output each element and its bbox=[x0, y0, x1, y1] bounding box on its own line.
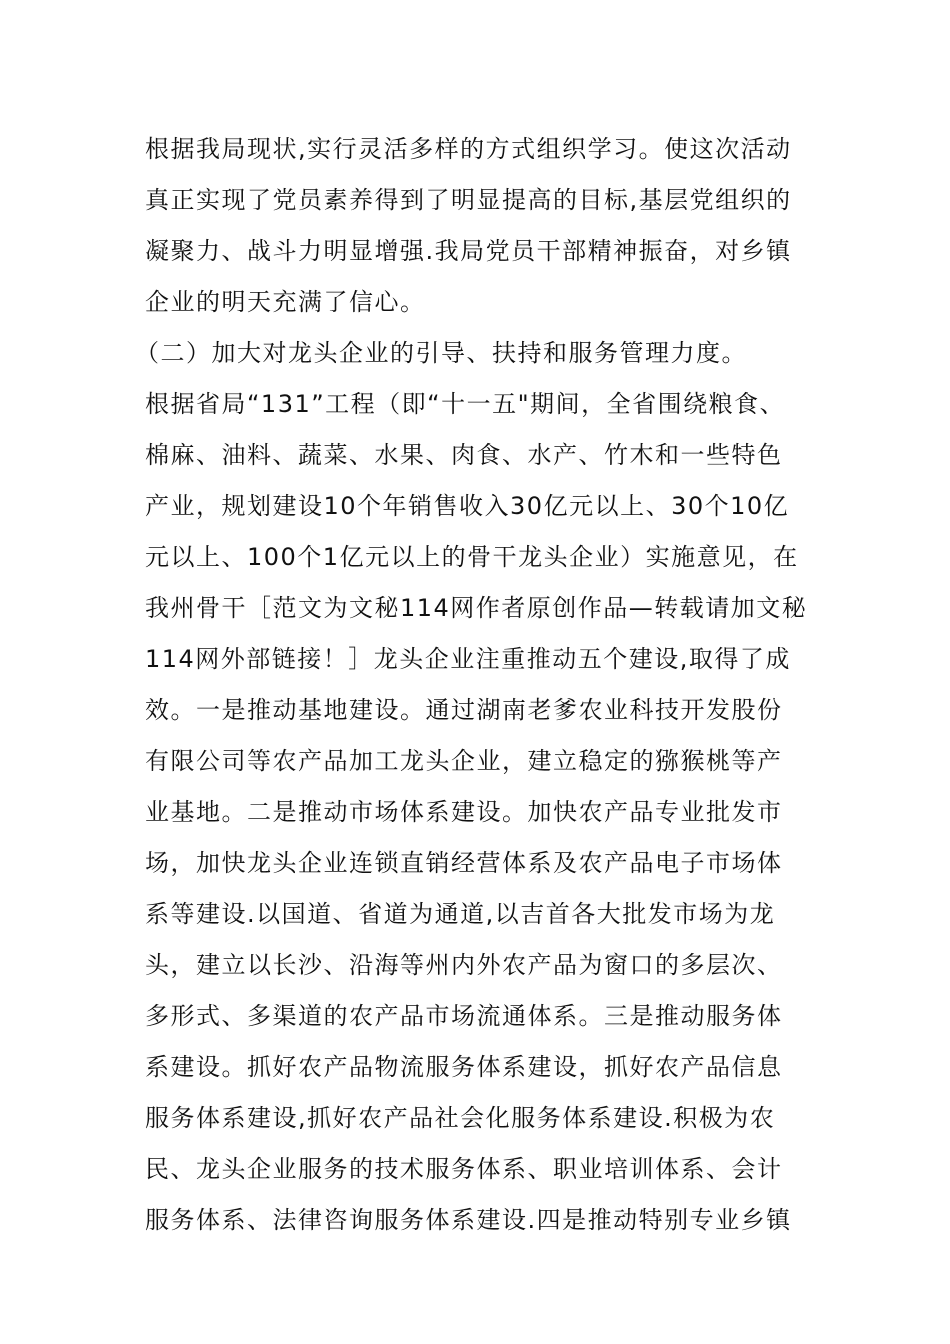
text-line: 效。一是推动基地建设。通过湖南老爹农业科技开发股份 bbox=[145, 696, 783, 724]
text-line: 业基地。二是推动市场体系建设。加快农产品专业批发市 bbox=[145, 798, 783, 826]
text-line: 系建设。抓好农产品物流服务体系建设，抓好农产品信息 bbox=[145, 1053, 783, 1081]
text-line: 元以上、100个1亿元以上的骨干龙头企业）实施意见，在 bbox=[145, 543, 799, 571]
text-line: 真正实现了党员素养得到了明显提高的目标,基层党组织的 bbox=[145, 186, 792, 214]
body-text bbox=[135, 124, 825, 1246]
text-line: 棉麻、油料、蔬菜、水果、肉食、水产、竹木和一些特色 bbox=[145, 441, 783, 469]
text-line: 多形式、多渠道的农产品市场流通体系。三是推动服务体 bbox=[145, 1002, 783, 1030]
text-line: 产业，规划建设10个年销售收入30亿元以上、30个10亿 bbox=[145, 492, 790, 520]
text-line: 企业的明天充满了信心。 bbox=[145, 288, 426, 316]
text-line: 头，建立以长沙、沿海等州内外农产品为窗口的多层次、 bbox=[145, 951, 783, 979]
text-line: 有限公司等农产品加工龙头企业，建立稳定的猕猴桃等产 bbox=[145, 747, 783, 775]
text-line: 服务体系、法律咨询服务体系建设.四是推动特别专业乡镇 bbox=[145, 1206, 792, 1234]
text-line: 我州骨干［范文为文秘114网作者原创作品—转载请加文秘 bbox=[145, 594, 808, 622]
text-line: 民、龙头企业服务的技术服务体系、职业培训体系、会计 bbox=[145, 1155, 783, 1183]
text-line: 114网外部链接！］龙头企业注重推动五个建设,取得了成 bbox=[145, 645, 791, 673]
text-line: 系等建设.以国道、省道为通道,以吉首各大批发市场为龙 bbox=[145, 900, 776, 928]
text-line: 服务体系建设,抓好农产品社会化服务体系建设.积极为农 bbox=[145, 1104, 776, 1132]
text-line: 根据我局现状,实行灵活多样的方式组织学习。使这次活动 bbox=[145, 135, 792, 163]
section-heading: （二）加大对龙头企业的引导、扶持和服务管理力度。 bbox=[135, 339, 747, 367]
text-line: 凝聚力、战斗力明显增强.我局党员干部精神振奋，对乡镇 bbox=[145, 237, 792, 265]
text-line: 根据省局“131”工程（即“十一五"期间，全省围绕粮食、 bbox=[145, 390, 786, 418]
text-line: 场，加快龙头企业连锁直销经营体系及农产品电子市场体 bbox=[145, 849, 783, 877]
